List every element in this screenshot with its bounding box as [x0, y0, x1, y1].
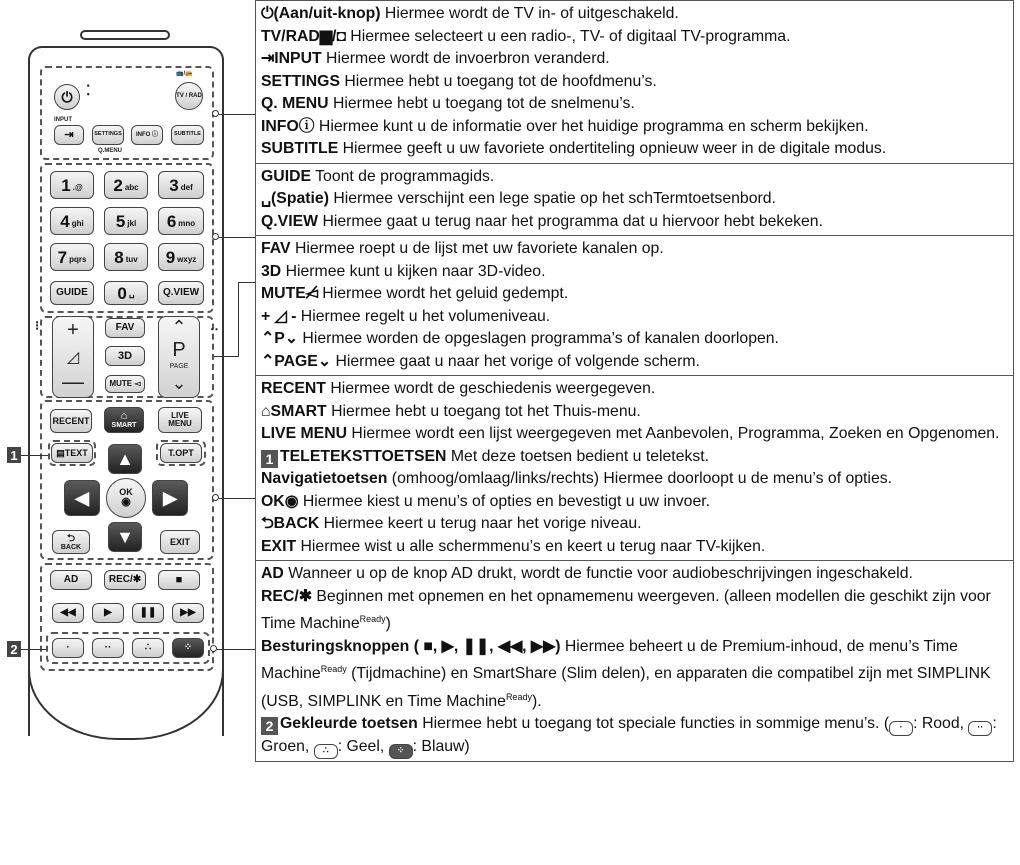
- tvrad-title: TV/RAD: [261, 27, 320, 45]
- recent-desc: Hiermee wordt de geschiedenis weergegeven.: [325, 380, 656, 397]
- green-key-icon: ··: [968, 721, 992, 736]
- ok-icon: ◉: [121, 496, 131, 508]
- number-digit: 7: [57, 247, 68, 267]
- red-dot-icon: ·: [66, 642, 70, 653]
- guide-button[interactable]: GUIDE: [50, 281, 94, 305]
- zero-digit: 0: [117, 283, 127, 303]
- connector-2: [219, 237, 255, 238]
- navigation-desc: (omhoog/omlaag/links/rechts) Hiermee doorloopt u de menu’s of opties.: [387, 470, 893, 487]
- page-up-icon: ⌃: [171, 317, 187, 337]
- topt-button[interactable]: T.OPT: [160, 443, 202, 463]
- rec-desc: Beginnen met opnemen en het opnamemenu weergeven. (alleen modellen die geschikt zijn voor Time Machine: [261, 587, 991, 632]
- ok-icon: ◉: [284, 492, 299, 510]
- dots-icon: ⁚: [86, 82, 91, 98]
- input-icon: ⇥: [261, 50, 275, 67]
- volume-icon: ◿: [66, 349, 80, 366]
- number-letters: def: [180, 183, 193, 192]
- green-button[interactable]: [92, 638, 124, 658]
- blue-key-icon: ⁘: [389, 744, 413, 759]
- yellow-label: : Geel,: [337, 738, 389, 755]
- back-desc: Hiermee keert u terug naar het vorige niveau.: [319, 515, 642, 532]
- number-button-1[interactable]: [50, 171, 94, 199]
- text-button[interactable]: [51, 443, 93, 463]
- volume-up-icon: +: [67, 319, 79, 341]
- teletext-icon: ▤: [56, 447, 65, 458]
- settings-title: SETTINGS: [261, 72, 340, 90]
- fav-desc: Hiermee roept u de lijst met uw favoriete kanalen op.: [290, 240, 664, 257]
- volume-title: + ◿ -: [261, 307, 297, 325]
- ad-button[interactable]: AD: [50, 570, 92, 590]
- controls-desc: Hiermee beheert u de Premium-inhoud, de menu’s Time Machine: [261, 637, 958, 682]
- pause-icon: ❚❚: [139, 607, 157, 618]
- smart-title: SMART: [270, 402, 327, 420]
- number-digit: 4: [60, 211, 70, 231]
- controls-desc-2: (Tijdmachine) en SmartShare (Slim delen), en apparaten die compatibel zijn met SIMPLINK (USB, SIMPLINK en Time Machine: [261, 665, 991, 710]
- rewind-icon: ◀◀: [60, 607, 76, 618]
- info-title: INFO: [261, 117, 299, 135]
- teletext-desc: Met deze toetsen bedient u teletekst.: [446, 447, 710, 465]
- red-key-icon: ·: [889, 721, 913, 736]
- ok-desc: Hiermee kiest u menu’s of opties en bevestigt u uw invoer.: [298, 492, 711, 510]
- arrow-right-icon: ▶: [163, 488, 177, 508]
- blue-label: : Blauw): [412, 738, 470, 755]
- p-icon: P: [172, 339, 186, 361]
- arrow-left-icon: ◀: [75, 488, 89, 508]
- number-digit: 9: [165, 247, 176, 267]
- qview-desc: Hiermee gaat u terug naar het programma dat u hiervoor hebt bekeken.: [318, 212, 823, 230]
- zone-top-buttons: [40, 66, 214, 160]
- dots-icon-left: ⁝: [35, 318, 40, 333]
- back-label: BACK: [60, 543, 82, 551]
- zero-letters: ␣: [128, 287, 135, 298]
- controls-sup-1: Ready: [320, 664, 347, 674]
- section-playback-group: [255, 561, 1014, 762]
- ir-window: [80, 30, 170, 40]
- yellow-dot-icon: ∴: [144, 642, 152, 653]
- ok-title: OK: [261, 492, 285, 510]
- info-icon: ⓘ: [298, 117, 315, 135]
- callout-1-line: [21, 455, 48, 456]
- number-digit: 5: [115, 211, 126, 231]
- nav-up-button[interactable]: [108, 444, 142, 474]
- qview-button[interactable]: Q.VIEW: [158, 281, 204, 305]
- 3d-desc: Hiermee kunt u kijken naar 3D-video.: [281, 262, 546, 280]
- control-icons: ( ■, ▶, ❚❚, ◀◀, ▶▶): [409, 637, 561, 655]
- number-letters: jkl: [127, 219, 137, 228]
- controls-desc-end: ).: [531, 692, 542, 710]
- guide-title: GUIDE: [261, 167, 312, 185]
- color-keys-title: Gekleurde toetsen: [280, 715, 418, 732]
- section-power-group: [255, 0, 1014, 164]
- number-button-2[interactable]: [104, 171, 148, 199]
- text-label: TEXT: [64, 447, 88, 458]
- fav-button[interactable]: FAV: [105, 318, 145, 338]
- number-letters: ghi: [71, 219, 84, 228]
- arrow-down-icon: ▼: [116, 527, 134, 547]
- smart-desc: Hiermee hebt u toegang tot het Thuis-menu.: [326, 402, 641, 420]
- mute-icon: ◅: [132, 379, 141, 388]
- connector-4: [219, 498, 255, 499]
- input-icon: ⇥: [64, 128, 74, 141]
- number-letters: abc: [124, 183, 139, 192]
- back-icon: ⮌: [261, 515, 274, 532]
- callout-1: 1: [7, 447, 21, 463]
- recent-title: RECENT: [261, 380, 326, 397]
- back-title: BACK: [273, 515, 320, 532]
- fast-forward-icon: ▶▶: [180, 607, 196, 618]
- controls-sup-2: Ready: [505, 691, 532, 702]
- dots-icon-right: ‥: [210, 318, 219, 333]
- tvrad-label: 📺/📻: [176, 71, 193, 77]
- number-button-7[interactable]: [50, 243, 94, 271]
- color-keys-desc: Hiermee hebt u toegang tot speciale functies in sommige menu’s. (: [417, 715, 890, 732]
- home-icon: ⌂: [261, 402, 271, 420]
- nav-right-button[interactable]: [152, 480, 188, 516]
- space-desc: Hiermee verschijnt een lege spatie op het schTermtoetsenbord.: [328, 190, 776, 207]
- ok-label: OK: [119, 487, 133, 497]
- connector-dot-4: [212, 494, 219, 501]
- navigation-title: Navigatietoetsen: [261, 470, 388, 487]
- 3d-button[interactable]: 3D: [105, 346, 145, 366]
- mute-title: MUTE: [261, 285, 306, 302]
- tvrad-desc: Hiermee selecteert u een radio-, TV- of digitaal TV-programma.: [345, 27, 791, 45]
- p-desc: Hiermee worden de opgeslagen programma’s of kanalen doorlopen.: [298, 330, 779, 347]
- number-digit: 6: [166, 211, 177, 231]
- fast-forward-button[interactable]: [172, 603, 204, 623]
- smart-button[interactable]: [104, 407, 144, 433]
- teletext-title: TELETEKSTTOETSEN: [280, 447, 447, 465]
- mute-desc: Hiermee wordt het geluid gedempt.: [317, 285, 569, 302]
- section-nav-group: [255, 376, 1014, 561]
- power-title: (Aan/uit-knop): [273, 5, 381, 22]
- input-label: INPUT: [54, 117, 72, 123]
- stop-icon: ■: [175, 573, 183, 586]
- number-digit: 3: [169, 175, 179, 195]
- input-title: INPUT: [274, 50, 322, 67]
- power-desc: Hiermee wordt de TV in- of uitgeschakeld.: [380, 5, 679, 22]
- connector-5: [217, 649, 255, 650]
- number-digit: 8: [114, 247, 124, 267]
- rewind-button[interactable]: [52, 603, 84, 623]
- zero-button[interactable]: [104, 281, 148, 305]
- recent-button[interactable]: RECENT: [50, 409, 92, 433]
- home-icon: ⌂: [120, 410, 128, 422]
- nav-down-button[interactable]: [108, 522, 142, 552]
- ad-title: AD: [261, 565, 284, 582]
- exit-desc: Hiermee wist u alle schermmenu’s en keert u terug naar TV-kijken.: [296, 537, 766, 555]
- rec-sup: Ready: [359, 614, 386, 624]
- input-desc: Hiermee wordt de invoerbron veranderd.: [321, 50, 610, 67]
- smart-label: SMART: [111, 422, 137, 429]
- connector-3b: [238, 282, 239, 357]
- qmenu-title: Q. MENU: [261, 95, 329, 112]
- connector-dot-5: [210, 645, 217, 652]
- back-button[interactable]: [52, 530, 90, 554]
- number-letters: wxyz: [177, 255, 197, 264]
- page-desc: Hiermee gaat u naar het vorige of volgende scherm.: [331, 352, 700, 370]
- mute-label: MUTE: [109, 379, 133, 388]
- ad-desc: Wanneer u op de knop AD drukt, wordt de functie voor audiobeschrijvingen ingeschakeld.: [283, 565, 913, 582]
- red-label: : Rood,: [913, 715, 969, 732]
- exit-title: EXIT: [261, 537, 297, 555]
- rec-button[interactable]: REC/✱: [104, 570, 146, 590]
- space-title: (Spatie): [271, 190, 329, 207]
- yellow-key-icon: ∴: [314, 744, 338, 759]
- red-button[interactable]: [52, 638, 84, 658]
- qmenu-desc: Hiermee hebt u toegang tot de snelmenu’s.: [328, 95, 635, 112]
- ok-button[interactable]: [106, 478, 146, 518]
- callout-1-badge: 1: [261, 450, 278, 468]
- guide-desc: Toont de programmagids.: [311, 167, 495, 185]
- number-letters: mno: [178, 219, 196, 228]
- connector-3a: [214, 356, 238, 357]
- section-fav-group: [255, 236, 1014, 376]
- mute-button[interactable]: [105, 375, 145, 393]
- number-button-6[interactable]: [158, 207, 204, 235]
- p-title: ⌃P⌄: [261, 330, 299, 347]
- stop-button[interactable]: [158, 570, 200, 590]
- mute-icon: ◅̸: [305, 285, 318, 302]
- info-button[interactable]: INFO ⓘ: [131, 125, 163, 145]
- live-menu-desc: Hiermee wordt een lijst weergegeven met Aanbevolen, Programma, Zoeken en Opgenomen.: [347, 425, 1000, 442]
- play-icon: ▶: [104, 607, 112, 618]
- number-button-9[interactable]: [158, 243, 204, 271]
- subtitle-title: SUBTITLE: [261, 140, 339, 157]
- subtitle-button[interactable]: SUBTITLE: [171, 125, 204, 145]
- input-button[interactable]: [54, 125, 84, 145]
- page-rocker[interactable]: [158, 316, 200, 398]
- pause-button[interactable]: [132, 603, 164, 623]
- description-table: [255, 0, 1014, 762]
- number-button-4[interactable]: [50, 207, 94, 235]
- green-label: : Groen,: [261, 715, 997, 755]
- number-digit: 2: [113, 175, 123, 195]
- blue-button[interactable]: [172, 638, 204, 658]
- qmenu-label: Q.MENU: [98, 148, 122, 154]
- number-digit: 1: [61, 175, 71, 195]
- power-icon: ⏻: [61, 89, 73, 105]
- power-button[interactable]: [54, 84, 80, 110]
- blue-dot-icon: ⁘: [183, 642, 193, 653]
- settings-desc: Hiermee hebt u toegang tot de hoofdmenu’s.: [340, 72, 657, 90]
- back-icon: ⮌: [66, 532, 75, 544]
- connector-dot-1: [212, 110, 219, 117]
- callout-2: 2: [7, 641, 21, 657]
- page-title: ⌃PAGE⌄: [261, 352, 332, 370]
- yellow-button[interactable]: [132, 638, 164, 658]
- exit-button[interactable]: EXIT: [160, 530, 200, 554]
- connector-dot-2: [212, 233, 219, 240]
- callout-2-badge: 2: [261, 717, 278, 735]
- rec-title: REC/✱: [261, 587, 312, 605]
- volume-desc: Hiermee regelt u het volumeniveau.: [296, 307, 551, 325]
- controls-title: Besturingsknoppen: [261, 637, 410, 655]
- nav-left-button[interactable]: [64, 480, 100, 516]
- number-button-3[interactable]: [158, 171, 204, 199]
- number-button-5[interactable]: [104, 207, 148, 235]
- live-menu-button[interactable]: LIVE MENU: [158, 407, 202, 433]
- volume-down-icon: —: [62, 369, 84, 394]
- settings-button[interactable]: SETTINGS: [92, 125, 124, 145]
- callout-2-line: [21, 649, 46, 650]
- rec-desc-end: ): [385, 615, 391, 632]
- page-down-icon: ⌄: [171, 373, 187, 393]
- power-icon: ⏻: [261, 5, 274, 22]
- number-letters: .@: [72, 183, 83, 192]
- tv-rad-button[interactable]: TV / RAD: [175, 82, 203, 110]
- space-icon: ␣: [261, 190, 272, 207]
- info-desc: Hiermee kunt u de informatie over het huidige programma en scherm bekijken.: [314, 117, 869, 135]
- arrow-up-icon: ▲: [116, 449, 134, 469]
- green-dot-icon: ··: [104, 642, 112, 653]
- play-button[interactable]: [92, 603, 124, 623]
- connector-3c: [238, 282, 255, 283]
- fav-title: FAV: [261, 240, 291, 257]
- subtitle-desc: Hiermee geeft u uw favoriete ondertiteling opnieuw weer in de digitale modus.: [338, 140, 887, 157]
- 3d-title: 3D: [261, 262, 282, 280]
- connector-1: [219, 114, 255, 115]
- volume-rocker[interactable]: [52, 316, 94, 398]
- number-letters: pqrs: [69, 255, 87, 264]
- qview-title: Q.VIEW: [261, 212, 319, 230]
- page-label: PAGE: [169, 363, 189, 370]
- number-button-8[interactable]: [104, 243, 148, 271]
- live-menu-title: LIVE MENU: [261, 425, 348, 442]
- number-letters: tuv: [125, 255, 138, 264]
- section-guide-group: [255, 164, 1014, 237]
- tv-radio-icon: ▆/◘: [319, 27, 346, 45]
